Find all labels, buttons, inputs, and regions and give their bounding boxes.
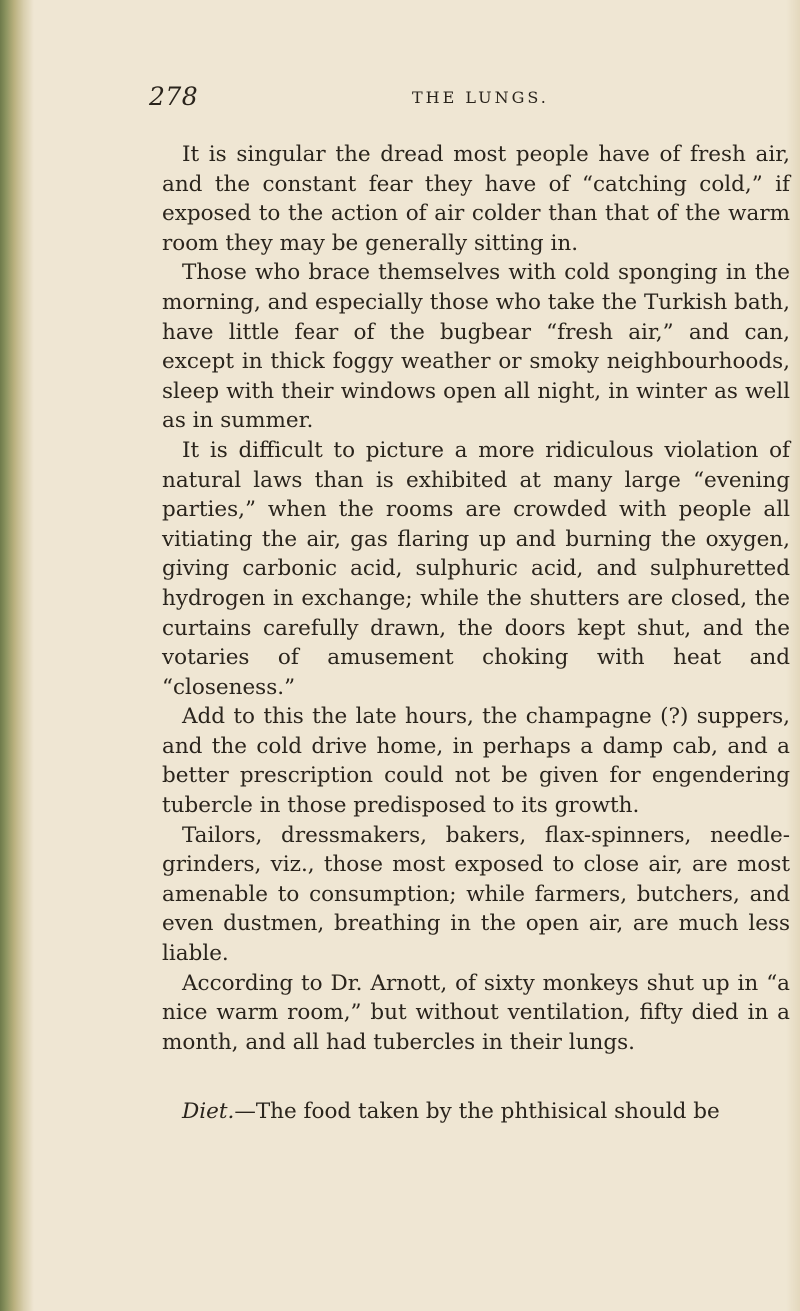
paragraph-occupations: Tailors, dressmakers, bakers, flax-spinners, needle-grinders, viz., those most exposed to close air, are most amenable to consumption; while farmers, butchers, and even dustmen, breathing in the open air, are much less liable. bbox=[162, 822, 790, 967]
paragraph-evening-parties: It is difficult to picture a more ridiculous violation of natural laws than is exhibited at many large “evening parties,” when the rooms are crowded with people all vitiating the air, gas flaring up and burning the oxygen, giving carbonic acid, sulphuric acid, and sulphuretted hydrogen in exchange; while the shutters are closed, the curtains carefully drawn, the doors kept shut, and the votaries of amusement choking with heat and “closeness.” bbox=[162, 437, 790, 700]
diet-text: —The food taken by the phthisical should be bbox=[234, 1099, 720, 1125]
diet-label: Diet. bbox=[182, 1099, 235, 1125]
running-head: THE LUNGS. bbox=[412, 88, 549, 107]
paragraph-late-hours: Add to this the late hours, the champagne (?) suppers, and the cold drive home, in perhaps a damp cab, and a better prescription could not be given for engendering tubercle in those predisposed to its growth. bbox=[162, 704, 790, 819]
paragraph-fresh-air: It is singular the dread most people have of fresh air, and the constant fear they have of “catching cold,” if exposed to the action of air colder than that of the warm room they may be generally sitting in. bbox=[162, 142, 790, 256]
paragraph-arnott-monkeys: According to Dr. Arnott, of sixty monkeys shut up in “a nice warm room,” but without ventilation, fifty died in a month, and all had tubercles in their lungs. bbox=[162, 970, 790, 1055]
page-number: 278 bbox=[149, 82, 199, 111]
paragraph-cold-sponging: Those who brace themselves with cold sponging in the morning, and especially those who take the Turkish bath, have little fear of the bugbear “fresh air,” and can, except in thick foggy weather or smoky neighbourhoods, sleep with their windows open all night, in winter as well as in summer. bbox=[162, 260, 790, 434]
page-header bbox=[149, 82, 789, 114]
body-text bbox=[162, 140, 790, 1127]
page-binding-edge bbox=[0, 0, 34, 1311]
paragraph-diet bbox=[162, 1097, 790, 1127]
